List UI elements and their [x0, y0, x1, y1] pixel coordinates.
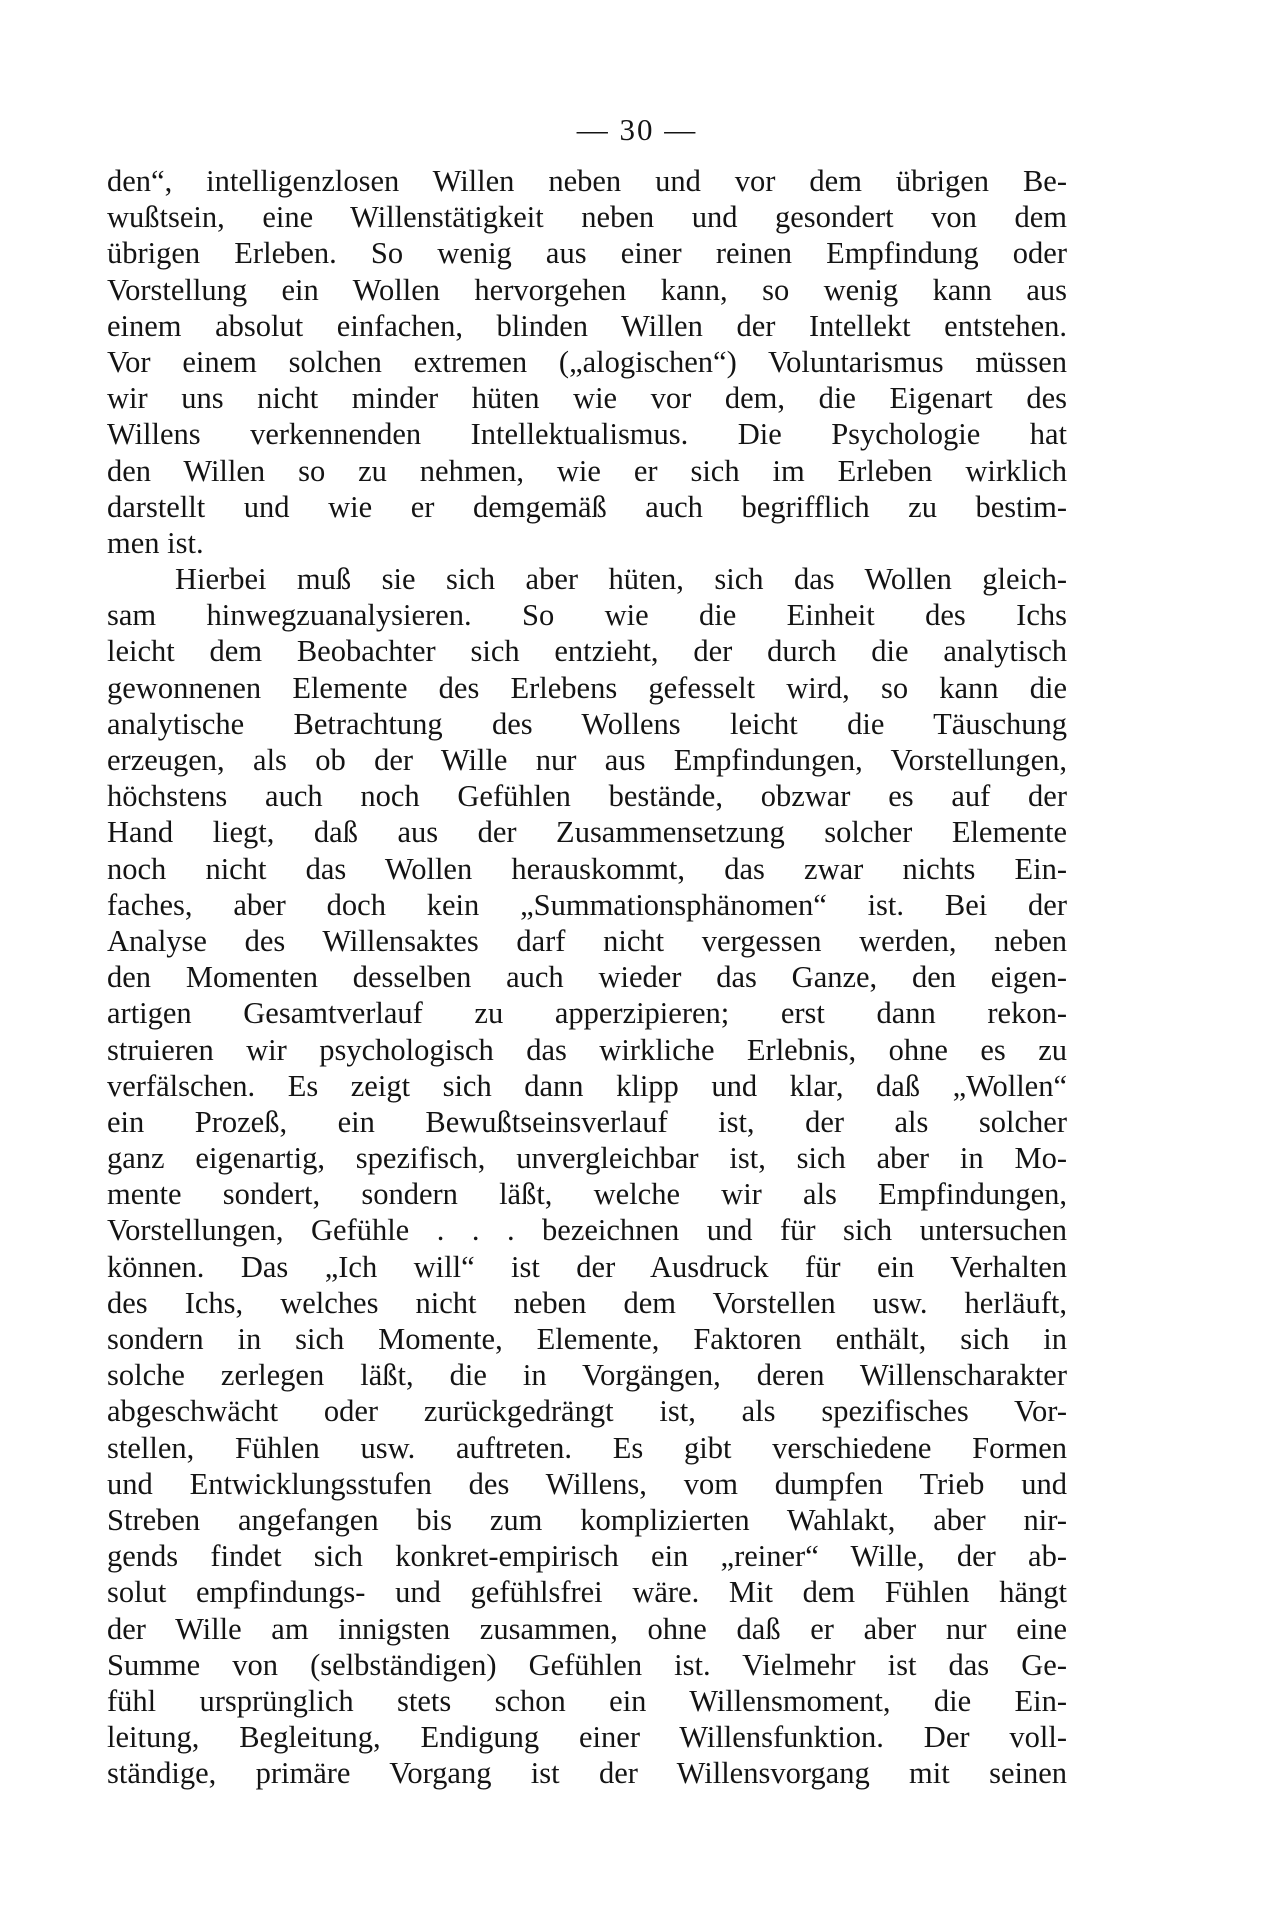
text-line: leitung, Begleitung, Endigung einer Willensfunktion. Der voll-: [107, 1720, 1067, 1755]
text-line: solche zerlegen läßt, die in Vorgängen, deren Willenscharakter: [107, 1358, 1067, 1393]
text-line: analytische Betrachtung des Wollens leicht die Täuschung: [107, 706, 1067, 741]
text-line: leicht dem Beobachter sich entzieht, der durch die analytisch: [107, 634, 1067, 669]
text-line: höchstens auch noch Gefühlen bestände, obzwar es auf der: [107, 779, 1067, 814]
text-line: gewonnenen Elemente des Erlebens gefesselt wird, so kann die: [107, 670, 1067, 705]
text-line: Willens verkennenden Intellektualismus. Die Psychologie hat: [107, 417, 1067, 452]
text-line: den Momenten desselben auch wieder das Ganze, den eigen-: [107, 960, 1067, 995]
body-text: [107, 163, 1067, 1791]
text-line: darstellt und wie er demgemäß auch begrifflich zu bestim-: [107, 489, 1067, 524]
text-line: mente sondert, sondern läßt, welche wir als Empfindungen,: [107, 1177, 1067, 1212]
text-line: wußtsein, eine Willenstätigkeit neben und gesondert von dem: [107, 200, 1067, 235]
text-line: ein Prozeß, ein Bewußtseinsverlauf ist, der als solcher: [107, 1104, 1067, 1139]
text-line: erzeugen, als ob der Wille nur aus Empfindungen, Vorstellungen,: [107, 743, 1067, 777]
text-line: Hierbei muß sie sich aber hüten, sich das Wollen gleich-: [175, 562, 1067, 597]
text-line: faches, aber doch kein „Summationsphänomen“ ist. Bei der: [107, 887, 1067, 922]
text-line: sondern in sich Momente, Elemente, Faktoren enthält, sich in: [107, 1322, 1067, 1356]
text-line: fühl ursprünglich stets schon ein Willensmoment, die Ein-: [107, 1683, 1067, 1718]
text-line: noch nicht das Wollen herauskommt, das zwar nichts Ein-: [107, 851, 1067, 886]
text-line: sam hinwegzuanalysieren. So wie die Einheit des Ichs: [107, 598, 1067, 633]
text-line: gends findet sich konkret-empirisch ein „reiner“ Wille, der ab-: [107, 1539, 1067, 1574]
text-line: men ist.: [107, 525, 204, 560]
text-line: der Wille am innigsten zusammen, ohne daß er aber nur eine: [107, 1611, 1067, 1646]
text-line: den“, intelligenzlosen Willen neben und vor dem übrigen Be-: [107, 164, 1067, 198]
text-line: Vor einem solchen extremen („alogischen“) Voluntarismus müssen: [107, 344, 1067, 379]
text-line: übrigen Erleben. So wenig aus einer reinen Empfindung oder: [107, 236, 1067, 271]
text-line: Analyse des Willensaktes darf nicht vergessen werden, neben: [107, 923, 1067, 958]
text-line: struieren wir psychologisch das wirkliche Erlebnis, ohne es zu: [107, 1032, 1067, 1067]
text-line: ganz eigenartig, spezifisch, unvergleichbar ist, sich aber in Mo-: [107, 1141, 1067, 1176]
text-line: stellen, Fühlen usw. auftreten. Es gibt verschiedene Formen: [107, 1430, 1067, 1465]
text-line: Hand liegt, daß aus der Zusammensetzung solcher Elemente: [107, 815, 1067, 850]
text-line: und Entwicklungsstufen des Willens, vom dumpfen Trieb und: [107, 1466, 1067, 1501]
text-line: des Ichs, welches nicht neben dem Vorstellen usw. herläuft,: [107, 1285, 1067, 1320]
text-line: ständige, primäre Vorgang ist der Willensvorgang mit seinen: [107, 1756, 1067, 1791]
text-line: Streben angefangen bis zum komplizierten Wahlakt, aber nir-: [107, 1502, 1067, 1537]
text-line: verfälschen. Es zeigt sich dann klipp und klar, daß „Wollen“: [107, 1068, 1067, 1103]
text-line: Vorstellungen, Gefühle . . . bezeichnen und für sich untersuchen: [107, 1213, 1067, 1248]
text-line: wir uns nicht minder hüten wie vor dem, die Eigenart des: [107, 381, 1067, 416]
text-line: Vorstellung ein Wollen hervorgehen kann, so wenig kann aus: [107, 272, 1067, 307]
text-line: solut empfindungs- und gefühlsfrei wäre. Mit dem Fühlen hängt: [107, 1575, 1067, 1610]
text-line: einem absolut einfachen, blinden Willen der Intellekt entstehen.: [107, 308, 1067, 343]
text-line: können. Das „Ich will“ ist der Ausdruck für ein Verhalten: [107, 1249, 1067, 1284]
page-number: — 30 —: [576, 112, 698, 147]
text-line: artigen Gesamtverlauf zu apperzipieren; erst dann rekon-: [107, 996, 1067, 1031]
text-line: abgeschwächt oder zurückgedrängt ist, als spezifisches Vor-: [107, 1394, 1067, 1429]
text-line: den Willen so zu nehmen, wie er sich im Erleben wirklich: [107, 453, 1067, 488]
text-line: Summe von (selbständigen) Gefühlen ist. Vielmehr ist das Ge-: [107, 1647, 1067, 1682]
